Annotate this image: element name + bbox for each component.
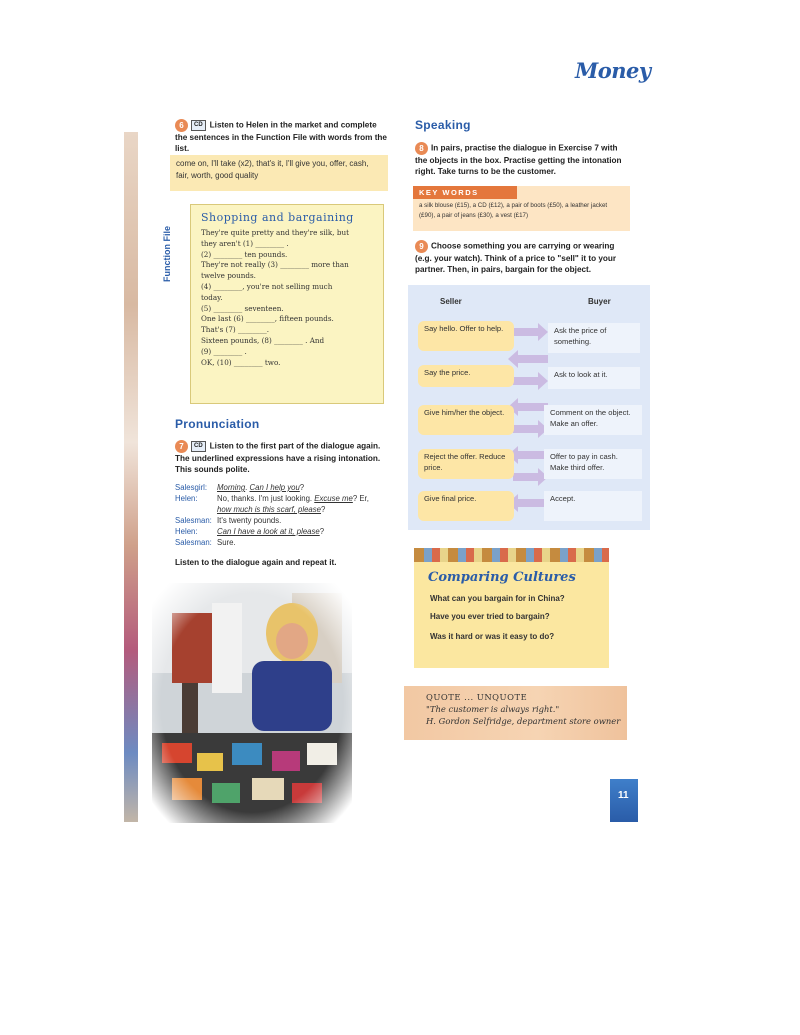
page-number-tab bbox=[610, 779, 638, 822]
dialogue-text: . bbox=[245, 483, 250, 492]
function-file-title: Shopping and bargaining bbox=[201, 211, 354, 224]
dialogue-text: ? bbox=[321, 505, 326, 514]
function-file-line: They're quite pretty and they're silk, but bbox=[201, 228, 349, 237]
seller-step: Give him/her the object. bbox=[418, 405, 514, 435]
function-file-line: they aren't (1) ________ . bbox=[201, 238, 289, 248]
culture-question: Have you ever tried to bargain? bbox=[430, 612, 550, 621]
dialogue-text: ? bbox=[319, 527, 325, 536]
function-file-line: (2) ________ ten pounds. bbox=[201, 249, 288, 259]
culture-question: What can you bargain for in China? bbox=[430, 594, 565, 603]
dialogue-text: It's twenty pounds. bbox=[217, 516, 282, 525]
function-file-line: twelve pounds. bbox=[201, 271, 256, 281]
function-file-line: (4) ________, you're not selling much bbox=[201, 281, 333, 291]
exercise-number-badge: 8 bbox=[415, 142, 428, 155]
comparing-cultures-box bbox=[414, 548, 609, 668]
function-file-line: today. bbox=[201, 292, 223, 302]
comparing-cultures-title: Comparing Cultures bbox=[428, 570, 576, 585]
function-file-line: (5) ________ seventeen. bbox=[201, 303, 284, 313]
dialogue-line bbox=[175, 537, 390, 548]
quote-box bbox=[404, 686, 627, 740]
decorative-band bbox=[414, 548, 609, 562]
exercise-number-badge: 6 bbox=[175, 119, 188, 132]
exercise-7-instruction: 7 CD Listen to the first part of the dialogue again. The underlined expressions have a rising intonation. This sounds polite. bbox=[175, 441, 381, 474]
dialogue-line bbox=[175, 493, 390, 504]
buyer-column-header: Buyer bbox=[588, 297, 611, 306]
market-photo bbox=[152, 583, 352, 823]
arrow-right-icon bbox=[513, 468, 548, 486]
speaker-name: Salesman: bbox=[175, 516, 212, 525]
function-file-line: That's (7) ________. bbox=[201, 325, 270, 335]
key-words-box bbox=[413, 186, 630, 231]
speaker-name: Salesman: bbox=[175, 538, 212, 547]
dialogue-line bbox=[175, 526, 390, 537]
buyer-step: Offer to pay in cash. Make third offer. bbox=[544, 449, 642, 479]
dialogue-line bbox=[175, 482, 390, 493]
quote-text: "The customer is always right." bbox=[426, 704, 560, 714]
pronunciation-heading: Pronunciation bbox=[175, 417, 260, 431]
dialogue-text: ? Er, bbox=[352, 494, 369, 503]
function-file-line: They're not really (3) ________ more than bbox=[201, 260, 349, 270]
function-file-line: One last (6) ________, fifteen pounds. bbox=[201, 314, 334, 324]
speaker-name: Helen: bbox=[175, 494, 198, 503]
underlined-expression: Excuse me bbox=[314, 494, 353, 503]
arrow-right-icon bbox=[513, 323, 548, 341]
speaker-name: Helen: bbox=[175, 527, 198, 536]
culture-question: Was it hard or was it easy to do? bbox=[430, 632, 555, 641]
function-file-label: Function File bbox=[162, 226, 172, 282]
seller-step: Say the price. bbox=[418, 365, 514, 387]
exercise-number-badge: 9 bbox=[415, 240, 428, 253]
word-list-box: come on, I'll take (x2), that's it, I'll give you, offer, cash, fair, worth, good quality bbox=[170, 155, 388, 191]
underlined-expression: Morning bbox=[217, 483, 246, 492]
seller-step: Reject the offer. Reduce price. bbox=[418, 449, 514, 479]
key-words-label: KEY WORDS bbox=[413, 186, 517, 199]
function-file-box bbox=[190, 204, 384, 404]
left-page-edge bbox=[124, 132, 138, 822]
dialogue-text: No, thanks. I'm just looking. bbox=[217, 494, 315, 503]
cd-icon: CD bbox=[191, 441, 206, 452]
arrow-right-icon bbox=[513, 372, 548, 390]
exercise-9-instruction: 9 Choose something you are carrying or wearing (e.g. your watch). Think of a price to "sell" it to your partner. Then, in pairs, bargain for the object. bbox=[415, 241, 617, 274]
seller-step: Say hello. Offer to help. bbox=[418, 321, 514, 351]
function-file-line: OK, (10) ________ two. bbox=[201, 357, 281, 367]
dialogue-line bbox=[175, 515, 390, 526]
arrow-left-icon bbox=[508, 350, 548, 368]
dialogue-text: ? bbox=[299, 483, 305, 492]
arrow-right-icon bbox=[513, 420, 548, 438]
bargaining-flow-diagram bbox=[408, 285, 650, 530]
arrow-left-icon bbox=[508, 446, 548, 464]
key-words-text: a silk blouse (£15), a CD (£12), a pair of boots (£50), a leather jacket (£90), a pair of jeans (£30), a vest (£17) bbox=[419, 202, 608, 219]
repeat-instruction: Listen to the dialogue again and repeat it. bbox=[175, 558, 337, 567]
dialogue-line bbox=[175, 504, 390, 515]
exercise-8-instruction: 8 In pairs, practise the dialogue in Exercise 7 with the objects in the box. Practise getting the intonation right. Take turns to be the customer. bbox=[415, 143, 622, 176]
arrow-left-icon bbox=[508, 398, 548, 416]
seller-column-header: Seller bbox=[440, 297, 462, 306]
arrow-left-icon bbox=[508, 494, 548, 512]
dialogue bbox=[175, 482, 390, 548]
buyer-step: Ask to look at it. bbox=[548, 367, 640, 389]
underlined-expression: Can I help you bbox=[249, 483, 300, 492]
page-number: 11 bbox=[618, 790, 629, 801]
underlined-expression: how much is this scarf, please bbox=[217, 505, 322, 514]
seller-step: Give final price. bbox=[418, 491, 514, 521]
function-file-line: (9) ________ . bbox=[201, 346, 247, 356]
function-file-line: Sixteen pounds, (8) ________ . And bbox=[201, 335, 325, 345]
underlined-expression: Can I have a look at it, please bbox=[217, 527, 320, 536]
speaker-name: Salesgirl: bbox=[175, 483, 208, 492]
cd-icon: CD bbox=[191, 120, 206, 131]
quote-heading: QUOTE ... UNQUOTE bbox=[426, 692, 528, 702]
exercise-6-instruction: 6 CD Listen to Helen in the market and complete the sentences in the Function File with words from the list. bbox=[175, 120, 387, 153]
dialogue-text: Sure. bbox=[217, 538, 236, 547]
buyer-step: Comment on the object. Make an offer. bbox=[544, 405, 642, 435]
buyer-step: Ask the price of something. bbox=[548, 323, 640, 353]
page-title: Money bbox=[575, 58, 651, 83]
buyer-step: Accept. bbox=[544, 491, 642, 521]
exercise-number-badge: 7 bbox=[175, 440, 188, 453]
speaking-heading: Speaking bbox=[415, 118, 471, 132]
quote-author: H. Gordon Selfridge, department store owner bbox=[426, 716, 621, 726]
